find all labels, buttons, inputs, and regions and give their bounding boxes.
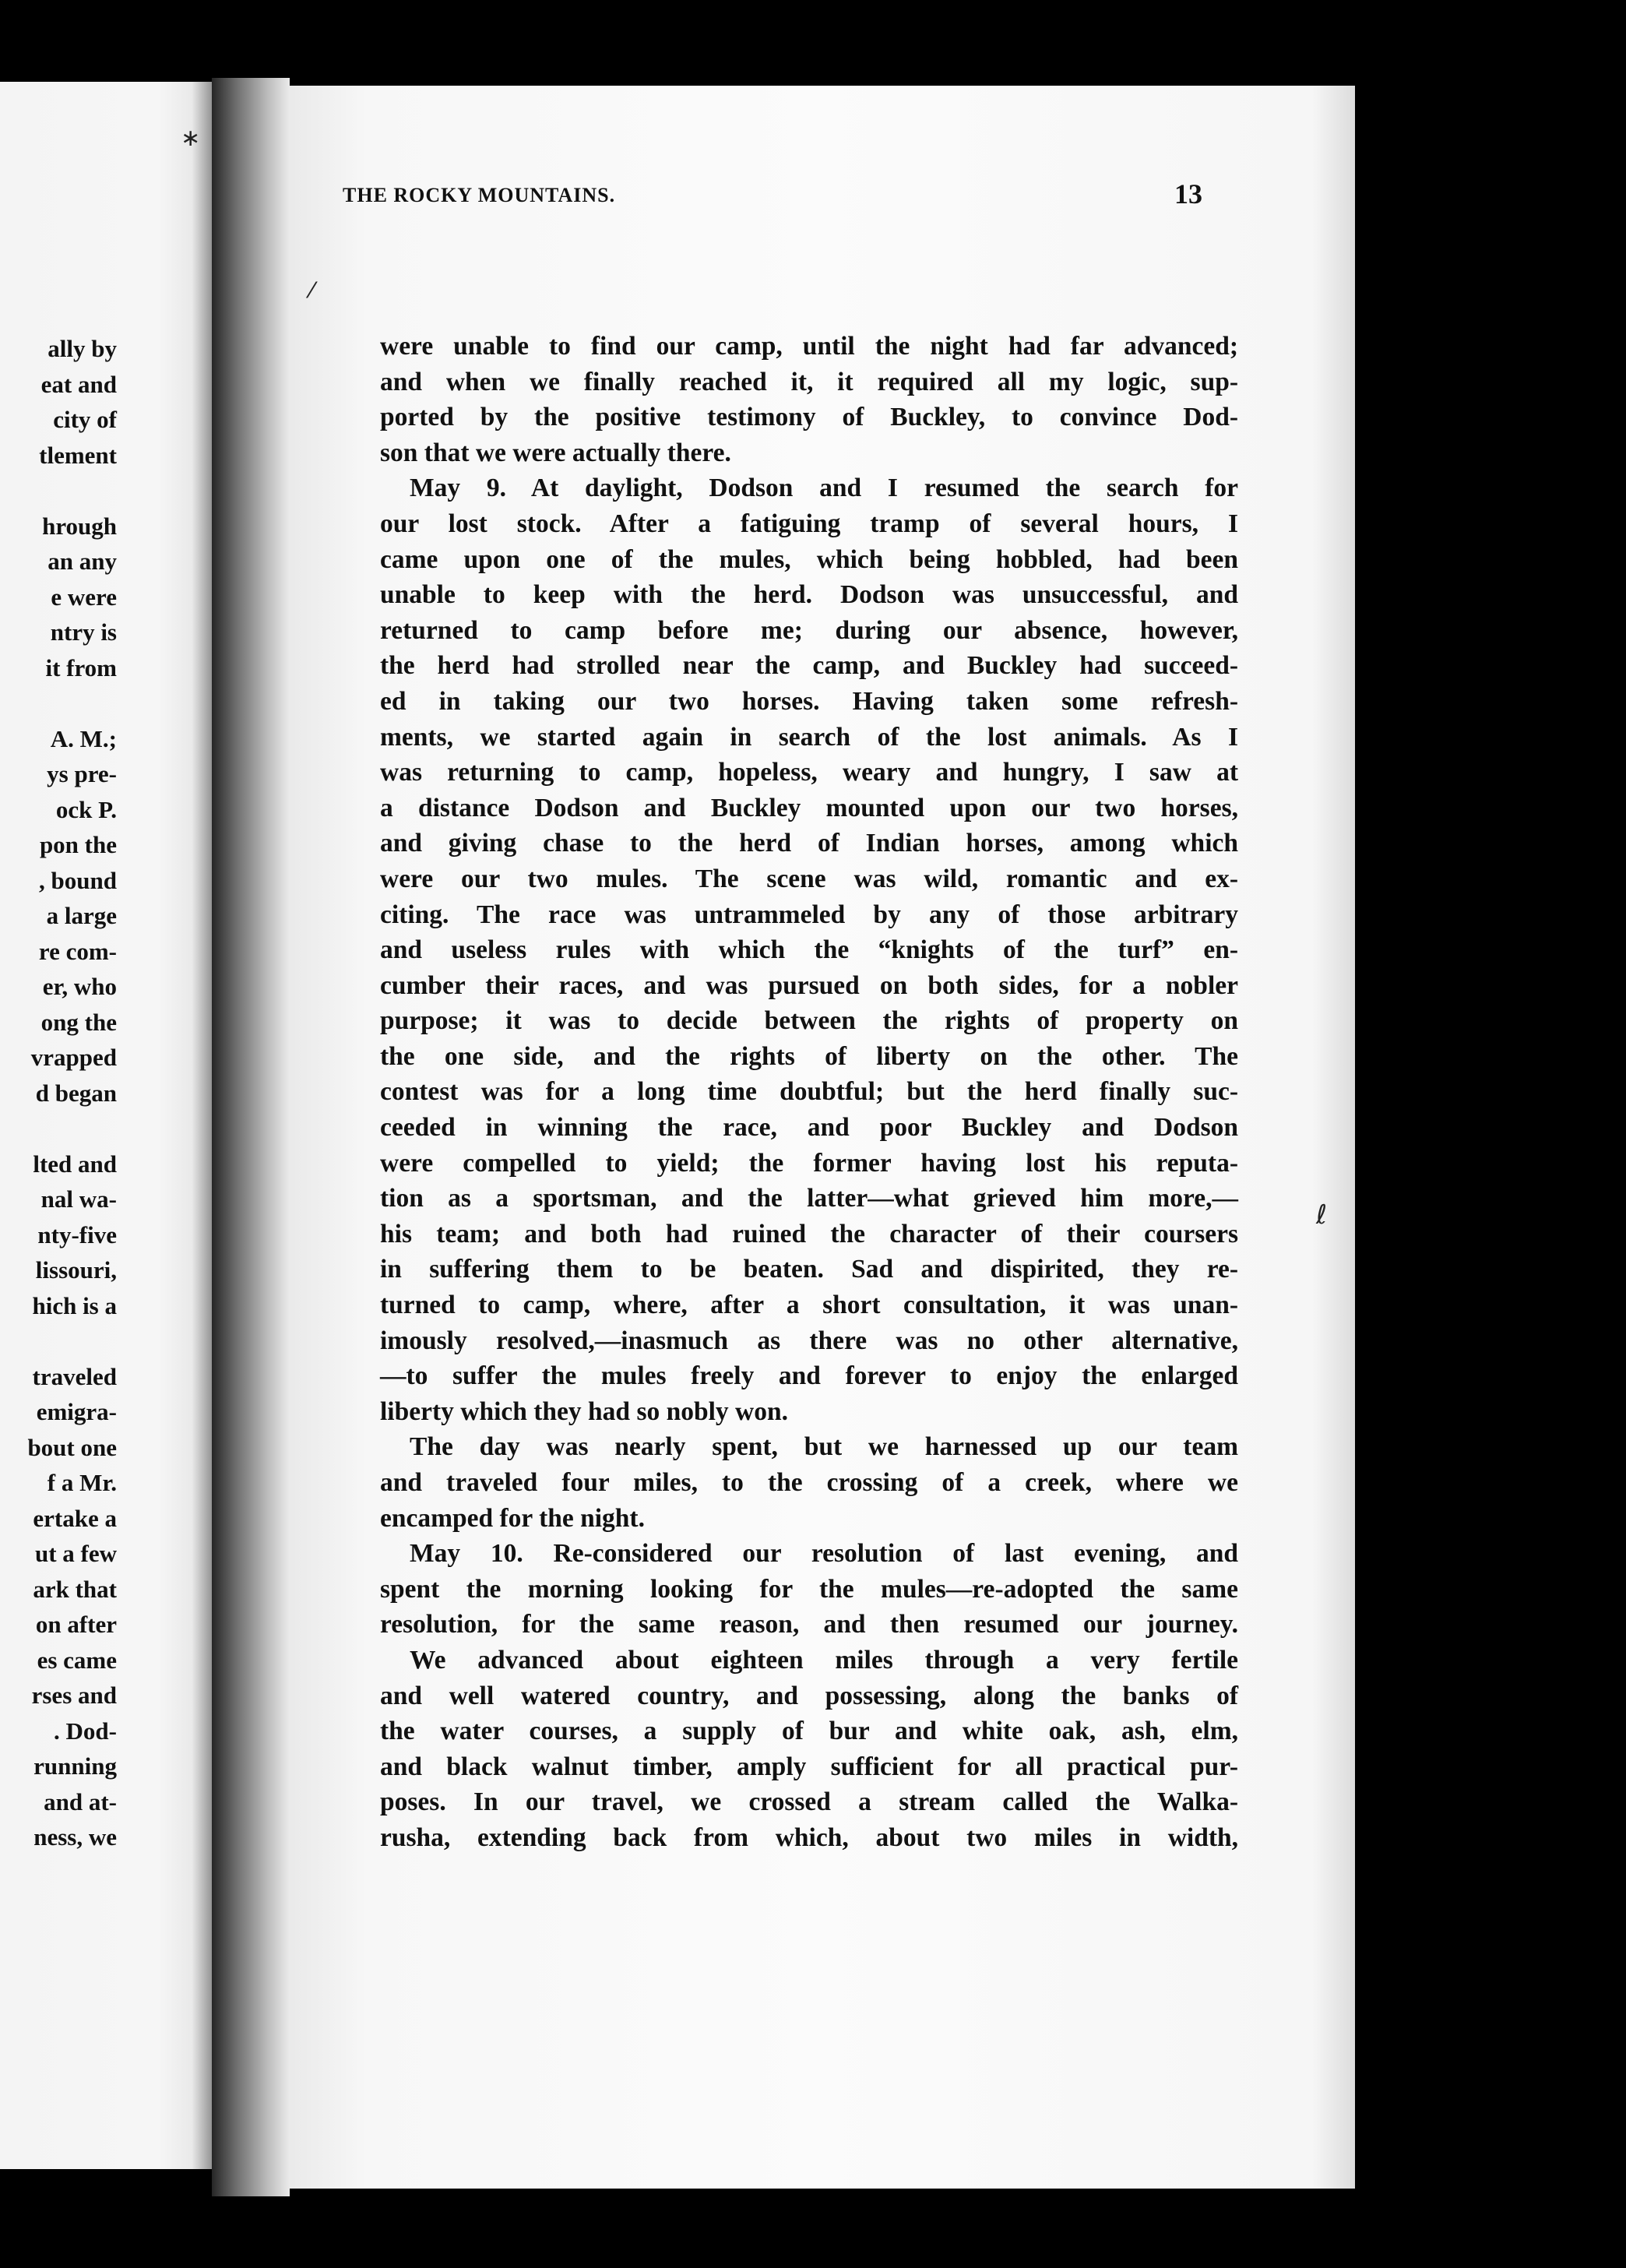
left-line: ock P. — [55, 795, 117, 823]
text-line: turned to camp, where, after a short consultation, it was unan- — [380, 1291, 1238, 1320]
left-line: it from — [45, 653, 117, 681]
text-line: cumber their races, and was pursued on both sides, for a nobler — [380, 970, 1238, 1000]
left-line: hrough — [42, 512, 117, 540]
left-line: ntry is — [50, 618, 117, 646]
page-body-text — [380, 329, 1238, 1856]
left-line: pon the — [39, 831, 117, 858]
left-line: an any — [48, 548, 117, 575]
left-line: ark that — [33, 1575, 117, 1603]
text-line: poses. In our travel, we crossed a stream called the Walka- — [380, 1787, 1238, 1817]
text-line: ed in taking our two horses. Having taken some refresh- — [380, 686, 1238, 716]
text-line: in suffering them to be beaten. Sad and dispirited, they re- — [380, 1255, 1238, 1284]
paragraph-gap — [0, 1323, 117, 1359]
text-line: returned to camp before me; during our absence, however, — [380, 615, 1238, 645]
paragraph-gap — [0, 685, 117, 721]
pencil-stroke: ⁄ — [310, 277, 314, 303]
text-line: purpose; it was to decide between the rights of property on — [380, 1006, 1238, 1036]
text-line: our lost stock. After a fatiguing tramp of several hours, I — [380, 509, 1238, 538]
left-line: er, who — [42, 973, 117, 1000]
left-line: tlement — [39, 441, 117, 469]
paragraph-gap — [0, 1111, 117, 1146]
left-line: es came — [37, 1646, 117, 1674]
text-line: ceeded in winning the race, and poor Buckley and Dodson — [380, 1113, 1238, 1143]
text-line: was returning to camp, hopeless, weary and hungry, I saw at — [380, 758, 1238, 787]
left-line: , bound — [39, 866, 117, 894]
left-line: lissouri, — [35, 1256, 117, 1284]
left-line: re com- — [38, 937, 117, 965]
text-line: contest was for a long time doubtful; but the herd finally suc- — [380, 1077, 1238, 1107]
text-line: We advanced about eighteen miles through a very fertile — [410, 1645, 1238, 1675]
text-line: ments, we started again in search of the lost animals. As I — [380, 722, 1238, 752]
left-line: ut a few — [34, 1540, 117, 1567]
text-line: and black walnut timber, amply sufficient for all practical pur- — [380, 1752, 1238, 1781]
text-line: citing. The race was untrammeled by any of those arbitrary — [380, 900, 1238, 929]
text-line: resolution, for the same reason, and then resumed our journey. — [380, 1610, 1238, 1639]
left-line: ertake a — [33, 1504, 117, 1532]
page-number: 13 — [1174, 178, 1202, 210]
text-line: son that we were actually there. — [380, 438, 731, 467]
text-line: —to suffer the mules freely and forever to enjoy the enlarged — [380, 1361, 1238, 1391]
left-line: A. M.; — [50, 724, 117, 752]
running-head: THE ROCKY MOUNTAINS. — [343, 184, 616, 206]
text-line: imously resolved,—inasmuch as there was no other alternative, — [380, 1326, 1238, 1355]
left-line: ally by — [48, 335, 117, 362]
text-line: and when we finally reached it, it required all my logic, sup- — [380, 367, 1238, 396]
text-line: rusha, extending back from which, about two miles in width, — [380, 1822, 1238, 1852]
left-line: . Dod- — [54, 1717, 117, 1745]
text-line: were unable to find our camp, until the night had far advanced; — [380, 332, 1238, 361]
text-line: and well watered country, and possessing, along the banks of — [380, 1681, 1238, 1710]
text-line: and useless rules with which the “knights of the turf” en- — [380, 935, 1238, 965]
text-line: the one side, and the rights of liberty on the other. The — [380, 1041, 1238, 1071]
left-line: lted and — [33, 1150, 117, 1178]
left-line: traveled — [32, 1362, 117, 1390]
paragraph-gap — [0, 473, 117, 509]
text-line: and traveled four miles, to the crossing of a creek, where we — [380, 1468, 1238, 1497]
left-line: ness, we — [33, 1823, 117, 1851]
ink-speck: ∗ — [181, 125, 201, 152]
left-line: ys pre- — [47, 760, 117, 787]
text-line: unable to keep with the herd. Dodson was unsuccessful, and — [380, 580, 1238, 610]
text-line: spent the morning looking for the mules—re-adopted the same — [380, 1574, 1238, 1604]
text-line: liberty which they had so nobly won. — [380, 1396, 788, 1426]
left-line: on after — [35, 1611, 117, 1638]
left-line: hich is a — [32, 1291, 117, 1319]
text-line: the water courses, a supply of bur and white oak, ash, elm, — [380, 1717, 1238, 1746]
text-line: May 9. At daylight, Dodson and I resumed the search for — [410, 474, 1238, 503]
left-page-text — [0, 331, 117, 1855]
text-line: his team; and both had ruined the character of their coursers — [380, 1219, 1238, 1248]
left-line: vrapped — [30, 1044, 117, 1071]
text-line: encamped for the night. — [380, 1503, 645, 1533]
left-line: nal wa- — [40, 1185, 117, 1213]
left-line: and at- — [44, 1787, 117, 1815]
left-line: nty-five — [37, 1220, 117, 1248]
book-gutter-shadow — [212, 78, 290, 2196]
left-line: eat and — [40, 370, 117, 398]
text-line: May 10. Re-considered our resolution of last evening, and — [410, 1539, 1238, 1569]
left-line: f a Mr. — [47, 1469, 117, 1496]
text-line: were compelled to yield; the former having lost his reputa- — [380, 1148, 1238, 1178]
text-line: the herd had strolled near the camp, and Buckley had succeed- — [380, 651, 1238, 681]
left-line: rses and — [31, 1682, 117, 1709]
left-line: e were — [51, 583, 117, 611]
left-line: ong the — [40, 1008, 117, 1036]
left-line: city of — [53, 406, 117, 433]
left-line: a large — [46, 902, 117, 929]
text-line: The day was nearly spent, but we harnessed up our team — [410, 1432, 1238, 1462]
left-page-fragment — [0, 82, 226, 2169]
text-line: tion as a sportsman, and the latter—what grieved him more,— — [380, 1184, 1238, 1213]
text-line: were our two mules. The scene was wild, romantic and ex- — [380, 864, 1238, 893]
text-line: and giving chase to the herd of Indian horses, among which — [380, 829, 1238, 858]
left-line: emigra- — [36, 1398, 117, 1425]
text-line: a distance Dodson and Buckley mounted upon our two horses, — [380, 793, 1238, 822]
left-line: running — [33, 1752, 117, 1780]
left-line: d began — [35, 1079, 117, 1107]
text-line: ported by the positive testimony of Buckley, to convince Dod- — [380, 403, 1238, 432]
margin-mark: ℓ — [1316, 1199, 1328, 1231]
text-line: came upon one of the mules, which being hobbled, had been — [380, 544, 1238, 574]
left-line: bout one — [27, 1433, 117, 1461]
